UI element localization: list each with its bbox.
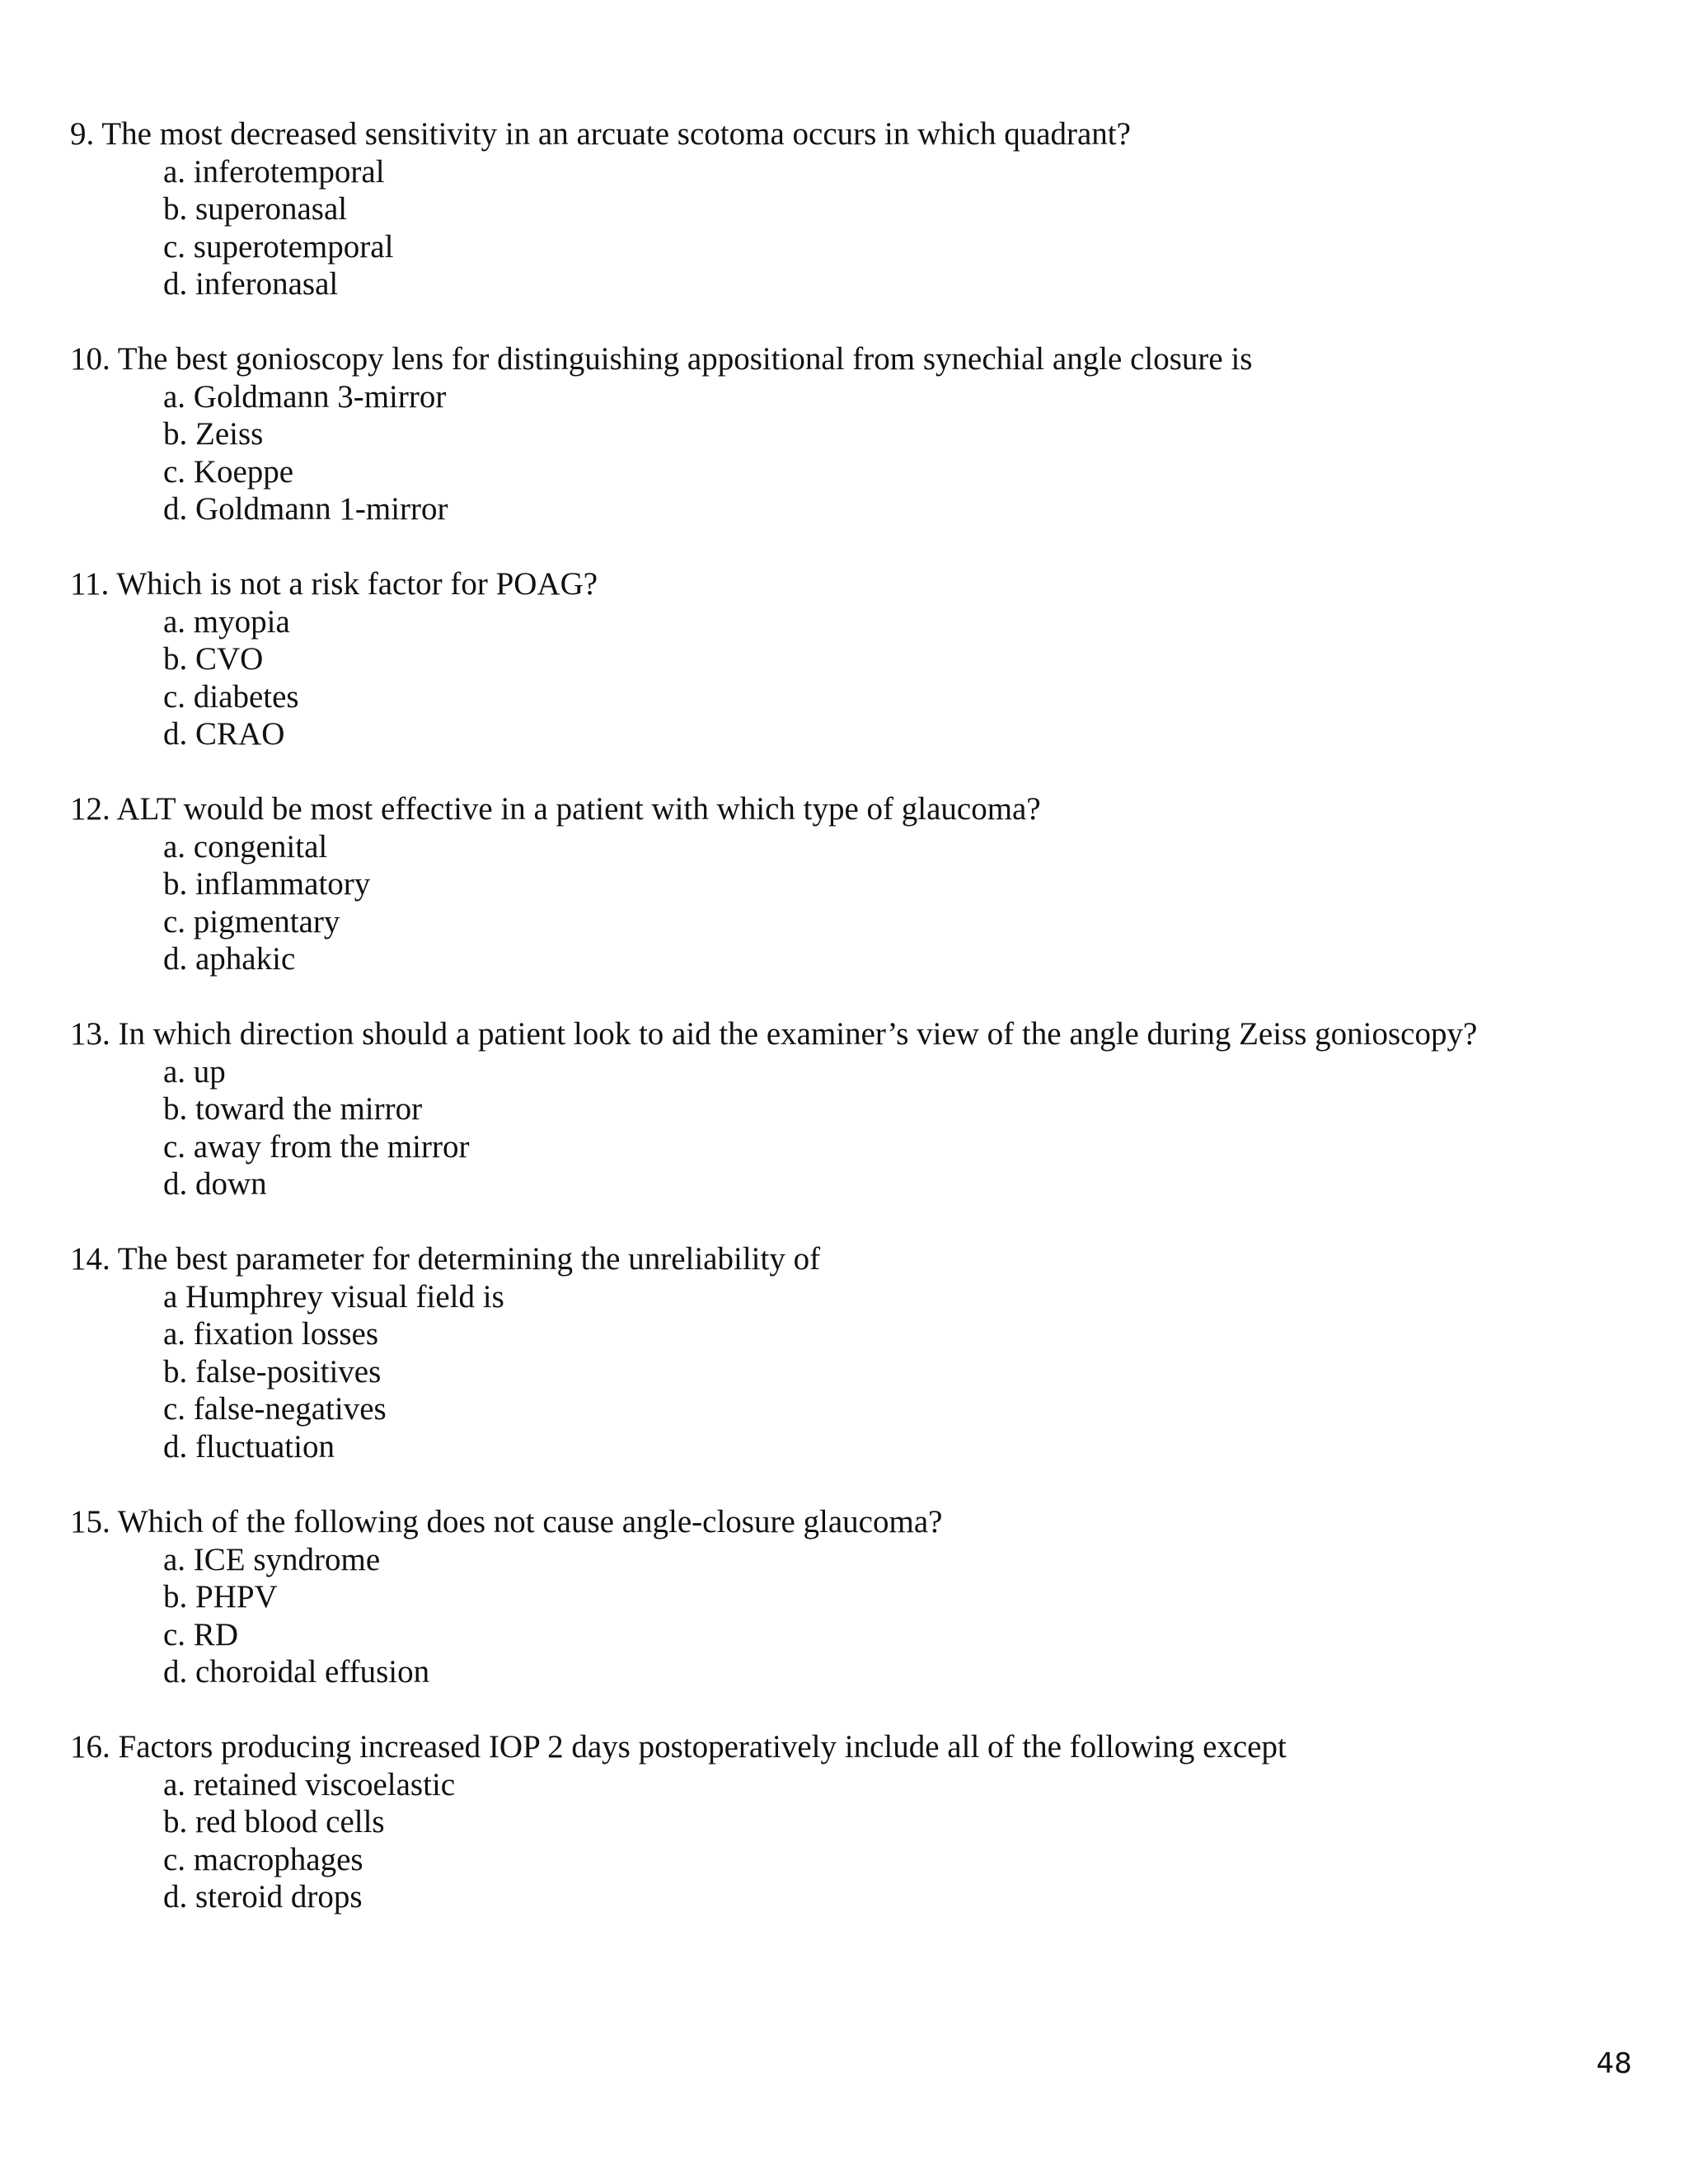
question-13: [70, 1015, 1636, 1203]
answer-option-a: a. Goldmann 3-mirror: [163, 378, 447, 415]
question-15: [70, 1503, 1636, 1691]
answer-option-c: c. macrophages: [163, 1841, 363, 1877]
answer-option-d: d. down: [163, 1166, 267, 1202]
question-stem-continuation: a Humphrey visual field is: [163, 1278, 504, 1315]
answer-option-c: c. away from the mirror: [163, 1128, 470, 1165]
question-stem: 11. Which is not a risk factor for POAG?: [70, 566, 598, 602]
answer-option-d: d. inferonasal: [163, 266, 339, 302]
question-stem: 15. Which of the following does not cause angle-closure glaucoma?: [70, 1504, 943, 1540]
answer-option-a: a. retained viscoelastic: [163, 1766, 456, 1802]
question-14: [70, 1240, 1636, 1465]
question-stem: 14. The best parameter for determining the unreliability of: [70, 1241, 821, 1277]
question-stem: 13. In which direction should a patient look to aid the examiner’s view of the angle during Zeiss gonioscopy?: [70, 1016, 1478, 1052]
answer-option-a: a. fixation losses: [163, 1316, 379, 1352]
question-10: [70, 340, 1636, 528]
question-stem: 9. The most decreased sensitivity in an arcuate scotoma occurs in which quadrant?: [70, 116, 1131, 152]
answer-option-d: d. Goldmann 1-mirror: [163, 491, 448, 527]
answer-option-a: a. up: [163, 1053, 226, 1090]
answer-option-d: d. fluctuation: [163, 1428, 335, 1465]
answer-option-b: b. PHPV: [163, 1579, 278, 1615]
page-number: 48: [1596, 2047, 1632, 2080]
question-16: [70, 1728, 1636, 1916]
answer-option-d: d. aphakic: [163, 941, 296, 977]
answer-option-c: c. Koeppe: [163, 453, 294, 490]
question-stem: 16. Factors producing increased IOP 2 days postoperatively include all of the following except: [70, 1729, 1287, 1765]
answer-option-d: d. steroid drops: [163, 1879, 363, 1915]
answer-option-c: c. superotemporal: [163, 228, 394, 265]
answer-option-d: d. choroidal effusion: [163, 1654, 430, 1690]
answer-option-c: c. RD: [163, 1616, 238, 1652]
answer-option-b: b. toward the mirror: [163, 1091, 423, 1127]
answer-option-a: a. congenital: [163, 828, 328, 865]
question-stem: 10. The best gonioscopy lens for distinguishing appositional from synechial angle closure is: [70, 341, 1253, 377]
question-11: [70, 565, 1636, 753]
answer-option-b: b. superonasal: [163, 191, 348, 227]
answer-option-a: a. myopia: [163, 603, 290, 640]
question-12: [70, 790, 1636, 978]
answer-option-b: b. false-positives: [163, 1353, 382, 1390]
answer-option-c: c. false-negatives: [163, 1391, 387, 1427]
answer-option-b: b. CVO: [163, 641, 264, 677]
answer-option-a: a. inferotemporal: [163, 153, 385, 190]
answer-option-c: c. diabetes: [163, 678, 299, 715]
question-stem: 12. ALT would be most effective in a patient with which type of glaucoma?: [70, 791, 1041, 827]
answer-option-c: c. pigmentary: [163, 903, 340, 940]
answer-option-a: a. ICE syndrome: [163, 1541, 381, 1577]
question-9: [70, 115, 1636, 303]
answer-option-b: b. Zeiss: [163, 416, 264, 452]
answer-option-d: d. CRAO: [163, 716, 285, 752]
answer-option-b: b. red blood cells: [163, 1804, 385, 1840]
answer-option-b: b. inflammatory: [163, 866, 371, 902]
